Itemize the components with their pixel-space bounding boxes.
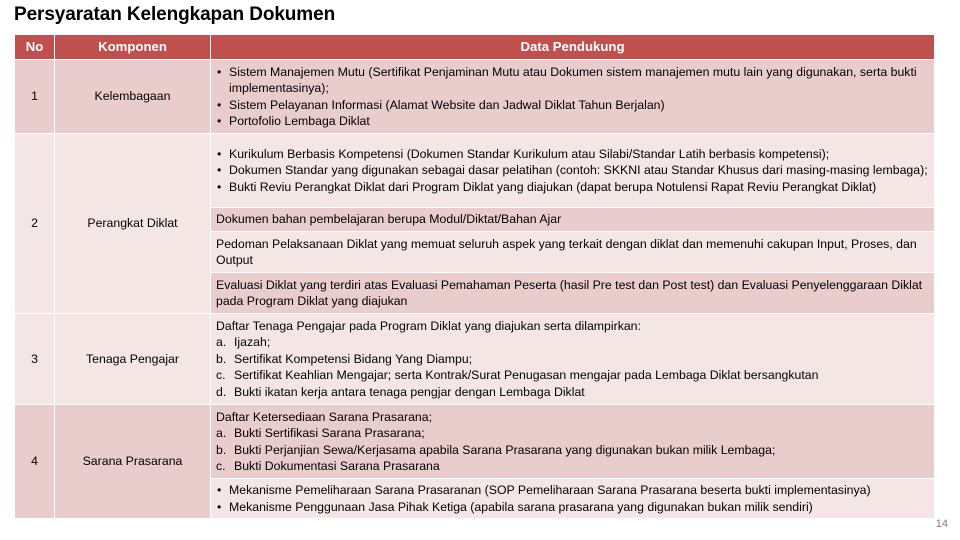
bullet-list	[216, 64, 928, 130]
bullet-list	[216, 482, 928, 515]
lettered-list	[216, 425, 928, 475]
list-item: c. Bukti Dokumentasi Sarana Prasarana	[216, 458, 928, 475]
supporting-data: Evaluasi Diklat yang terdiri atas Evaluasi Pemahaman Peserta (hasil Pre test dan Post test) dan Evaluasi Penyelenggaraan Diklat pada Program Diklat yang diajukan	[211, 273, 935, 314]
supporting-data	[211, 134, 935, 208]
component-name: Tenaga Pengajar	[55, 314, 211, 405]
supporting-data	[211, 405, 935, 479]
page-title: Persyaratan Kelengkapan Dokumen	[14, 4, 336, 25]
list-item: • Dokumen Standar yang digunakan sebagai dasar pelatihan (contoh: SKKNI atau Standar Khusus dari masing-masing lembaga);	[216, 162, 928, 179]
list-intro: Daftar Ketersediaan Sarana Prasarana;	[216, 409, 433, 424]
header-data-pendukung: Data Pendukung	[211, 35, 935, 60]
list-item: • Portofolio Lembaga Diklat	[216, 113, 928, 130]
supporting-data	[211, 60, 935, 134]
supporting-data	[211, 479, 935, 519]
list-item: c. Sertifikat Keahlian Mengajar; serta Kontrak/Surat Penugasan mengajar pada Lembaga Diklat bersangkutan	[216, 367, 928, 384]
table-row	[15, 60, 935, 134]
component-name: Perangkat Diklat	[55, 134, 211, 314]
list-item: a. Bukti Sertifikasi Sarana Prasarana;	[216, 425, 928, 442]
list-item: a. Ijazah;	[216, 334, 928, 351]
list-intro: Daftar Tenaga Pengajar pada Program Diklat yang diajukan serta dilampirkan:	[216, 318, 641, 333]
list-item: • Sistem Pelayanan Informasi (Alamat Website dan Jadwal Diklat Tahun Berjalan)	[216, 97, 928, 114]
list-item: • Sistem Manajemen Mutu (Sertifikat Penjaminan Mutu atau Dokumen sistem manajemen mutu lain yang digunakan, serta bukti implementasinya);	[216, 64, 928, 97]
bullet-list	[216, 146, 928, 196]
lettered-list	[216, 334, 928, 400]
list-item: • Kurikulum Berbasis Kompetensi (Dokumen Standar Kurikulum atau Silabi/Standar Latih berbasis kompetensi);	[216, 146, 928, 163]
supporting-data: Pedoman Pelaksanaan Diklat yang memuat seluruh aspek yang terkait dengan diklat dan memenuhi cakupan Input, Proses, dan Output	[211, 232, 935, 273]
requirements-table	[14, 34, 935, 519]
row-number: 4	[15, 405, 55, 519]
row-number: 2	[15, 134, 55, 314]
table-row	[15, 134, 935, 208]
row-number: 3	[15, 314, 55, 405]
table-header-row	[15, 35, 935, 60]
list-item: d. Bukti ikatan kerja antara tenaga pengjar dengan Lembaga Diklat	[216, 384, 928, 401]
list-item: • Mekanisme Penggunaan Jasa Pihak Ketiga (apabila sarana prasarana yang digunakan bukan milik sendiri)	[216, 499, 928, 516]
list-item: b. Bukti Perjanjian Sewa/Kerjasama apabila Sarana Prasarana yang digunakan bukan milik Lembaga;	[216, 442, 928, 459]
list-item: b. Sertifikat Kompetensi Bidang Yang Diampu;	[216, 351, 928, 368]
page-number: 14	[935, 518, 948, 530]
row-number: 1	[15, 60, 55, 134]
component-name: Sarana Prasarana	[55, 405, 211, 519]
list-item: • Bukti Reviu Perangkat Diklat dari Program Diklat yang diajukan (dapat berupa Notulensi Rapat Reviu Perangkat Diklat)	[216, 179, 928, 196]
list-item: • Mekanisme Pemeliharaan Sarana Prasaranan (SOP Pemeliharaan Sarana Prasarana beserta bukti implementasinya)	[216, 482, 928, 499]
header-komponen: Komponen	[55, 35, 211, 60]
component-name: Kelembagaan	[55, 60, 211, 134]
table-row	[15, 405, 935, 479]
supporting-data	[211, 314, 935, 405]
table-row	[15, 314, 935, 405]
header-no: No	[15, 35, 55, 60]
supporting-data: Dokumen bahan pembelajaran berupa Modul/Diktat/Bahan Ajar	[211, 208, 935, 232]
